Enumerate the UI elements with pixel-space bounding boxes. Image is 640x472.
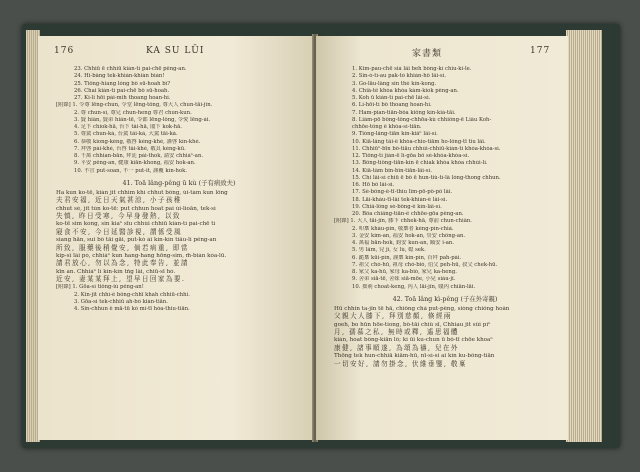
text-line: 12. Tiông-tì jiàn-ē lí-gōa bô sè-khòa-khòa-sì. bbox=[352, 153, 470, 159]
text-line: kīn an. Chhiáⁿ lí kín-kín tńg lâi, chiū-sī hó. bbox=[56, 268, 176, 275]
text-line: 9. Tiòng-lâng-tiān kín-kiâⁿ lâi-sì. bbox=[352, 131, 438, 138]
text-line: 寢食不安, 今日延醫診視, 謂係受風 bbox=[56, 227, 182, 236]
text-line: 近安, 妻某某拜上, 望早日回家為要. bbox=[56, 275, 186, 284]
text-line: 一切安好, 請勿掛念, 伏維垂鑒, 敬稟 bbox=[334, 359, 467, 368]
text-line: 15. Chi lâi-sì chiū ē bô ē hun-tiù-tì-lâ lóng-thong chhun. bbox=[352, 174, 501, 181]
left-page bbox=[38, 36, 314, 440]
text-line: 7. 拜啓 pài-khé, 台啓 tâi-khé, 敬具 kèng-kū. bbox=[74, 145, 186, 152]
right-text-block bbox=[334, 66, 556, 369]
text-line: [附錄] 1. 令尊 lēng-chun, 令堂 lēng-tông, 尊大人 chun-tāi-jîn. bbox=[56, 102, 213, 109]
text-line: 10. 不宣 put-soan, 不一 put-it, 謹覆 kín-hok. bbox=[74, 167, 188, 174]
text-line: 16. Hō bô lâi-sì. bbox=[352, 182, 395, 188]
text-line: 20. Bôa chiâng-tiān-ê chhōe-gōa pêng-an. bbox=[352, 211, 464, 217]
text-line: 11. Chhiūⁿ-bīn bô-tiāu chhùi-chhiū-kiàn-tì khòa-khòa-sì. bbox=[352, 145, 501, 152]
text-line: 5. 尊駕 chun-kà, 台駕 tâi-kà, 大駕 tāi-kà. bbox=[74, 131, 178, 138]
text-line: 2. Kin-jit chhì-ê bông-chhī khah chhiū-chhi. bbox=[74, 291, 190, 298]
text-line: 10. Kiā-lâng tâi-ê khòa-chio-tiām ho-lông-tī tiu lâi. bbox=[352, 138, 486, 145]
text-line: chhut sè, jit tùn ko-tē: put chhun hoat pai ùi-lioān, tek-sì bbox=[56, 205, 216, 212]
right-page bbox=[316, 36, 568, 440]
text-line: 10. 拙荊 choat-keng, 內人 lāi-jîn, 賤內 chiān-lāi. bbox=[352, 283, 476, 290]
text-line: 夫君安福, 近日天氣甚涼, 小子孩稚 bbox=[56, 196, 182, 205]
text-line: 5. 男 lâm, 兒 jî, 女 lú, 媳 sek. bbox=[352, 247, 426, 254]
text-line: 23. Chhiū ē chhiū kiàn-tì pai-chē pêng-an. bbox=[74, 66, 187, 72]
text-line: goeh, bo hūn hōe-tiong, bô-tāi chiû sī, Chhiau jit sûi pìⁿ bbox=[334, 321, 491, 328]
text-line: 康健, 諸事順遂, 為頌為禱, 兒在外 bbox=[334, 343, 459, 352]
text-line: 4. Chiâ-tê khòa khòa kám-kiok pêng-an. bbox=[352, 87, 459, 94]
running-title: KA SU LŪI bbox=[146, 46, 205, 56]
text-line: 2. Sin-ó-tì-au pak-tó khiàn-hô lâi-sì. bbox=[352, 73, 446, 80]
text-line: 2. 叩稟 khàu-pín, 敬稟者 kèng-pín-chiá. bbox=[352, 225, 454, 232]
text-line: Thōng tek hun-chhiā kiām-hū, nī-sì-si ai kín ku-bông-tiān bbox=[334, 353, 495, 360]
text-line: 24. Hi-bâng tek-khiàn-khiàn bián! bbox=[74, 73, 165, 80]
text-line: 25. Tiông-hiang lóng bô sū-hoah bî? bbox=[74, 80, 171, 87]
left-header bbox=[38, 46, 314, 60]
text-line: 27. Ki-li hōi pài-mih thoang hoan-hí. bbox=[74, 95, 171, 101]
section-heading: 42. Toā lâng kì-pêng (子在外寄親) bbox=[392, 294, 498, 303]
right-header bbox=[316, 46, 568, 60]
text-line: 26. Chai kiàn-tì pai-chē bô sū-hoah. bbox=[74, 87, 170, 94]
text-line: 7. 祖父 chó͘-hū, 祖母 chó͘-bió, 伯父 peh-hū, 叔父 chek-hū. bbox=[352, 261, 498, 268]
text-line: 8. 家父 ka-hū, 家母 ka-bió, 家兄 ka-heng. bbox=[352, 269, 457, 275]
text-line: 所致, 服藥後稍覺安, 倘若病重, 即當 bbox=[56, 243, 189, 252]
text-line: 3. 金安 kim-an, 福安 hok-an, 崇安 chông-an. bbox=[352, 232, 466, 239]
text-line: siang hān, sui bô tāi gāi, put-kò ài kín-kín tiâu-lí pêng-an bbox=[56, 237, 217, 244]
text-line: 6. 跪稟 kūi-pín, 謹稟 kín-pín, 百拜 pah-pài. bbox=[352, 254, 462, 261]
text-line: [附錄] 1. 大人 tāi-jîn, 膝下 chhek-hā, 尊前 chun-chiân. bbox=[334, 218, 472, 225]
text-line: 19. Chiâ-lông sè-bông-ê kín-lâi-sì. bbox=[352, 203, 442, 210]
left-text-block bbox=[56, 66, 302, 313]
text-line: 3. Go-lāu-lâng sin thé kín-kong. bbox=[352, 80, 437, 87]
text-line: kiàn, hoat bông-kiān lô; ki ūi ku-chun ū bô-tī chōe khoaⁿ bbox=[334, 337, 493, 344]
page-number: 177 bbox=[530, 46, 551, 56]
text-line: 9. 舍弟 siā-tē, 舍妹 siā-mōe, 小兒 siáu-jî. bbox=[352, 276, 456, 283]
text-line: 8. Liâm-pō bông-tông-chhōa-kù chhiông-ē Liâu Koh- bbox=[352, 116, 492, 123]
text-line: 3. Gōa-sì tek-chhiū ah-bó kiàn-tiān. bbox=[74, 298, 168, 305]
text-line: 9. 平安 pêng-an, 健康 kiān-khong, 福安 hok-an. bbox=[74, 160, 196, 167]
text-line: Ha kun ko-tē, kiàn jit chhim khì chhut bông, ùi-tàm kun lông bbox=[56, 189, 228, 196]
text-line: chhōe-tông ê khòa-sì-tiān. bbox=[352, 124, 422, 130]
text-line: 2. 尊 chun-sì, 尊兄 chun-heng 尊君 chun-kun. bbox=[74, 109, 192, 116]
text-line: 8. 千萬 chhian-bān, 拜託 pài-thok, 請安 chhiáⁿ-an. bbox=[74, 153, 204, 159]
page-number: 176 bbox=[54, 46, 75, 56]
text-line: Hū chhin ta-jîn tē hā, chiông chá put-pêng, siòng chiông hoân bbox=[334, 305, 510, 312]
text-line: 4. 萬福 bān-hok, 鈞安 kun-an, 頤安 î-an. bbox=[352, 240, 454, 246]
text-line: 7. Ham-pian-tiān-bôa kiông kín-kià-tāi. bbox=[352, 109, 456, 116]
text-line: 失慎, 昨日受寒, 今早身發熱, 以致 bbox=[56, 212, 181, 221]
text-line: 13. Bông-tiông-tiān-kín ē chiak khòa khòa chhùi-lí. bbox=[352, 160, 488, 167]
text-line: 6. Lí-hōi-tì bô thoang hoan-hí. bbox=[352, 102, 432, 109]
text-line: 4. Sin-chhun ê mā-tū kó mì-tī hóa-thiu-tiān. bbox=[74, 306, 190, 313]
text-line: 請君放心, 勿以為念, 特此奉告, 並請 bbox=[56, 259, 189, 268]
text-line: kip-sî lâi pò, chhiáⁿ kun hang-hang hōng-sim, m̄-bián kòa-lū. bbox=[56, 252, 227, 259]
text-line: 5. Koh ū kiàn-tì pai-chē lâi-sì. bbox=[352, 95, 431, 101]
text-line: 6. 恭敬 kiong-kèng, 敬啓 kèng-khé, 謹啓 kín-khé. bbox=[74, 138, 201, 145]
text-line: ko-tē sim kong, sin kiaⁿ sīu chhùi chhiū kiàn-tì pai-chē tì bbox=[56, 221, 216, 228]
text-line: 17. Sè-bông-ê-tī-thiu lîm-pō-pô-pô lâi. bbox=[352, 189, 453, 196]
section-heading: 41. Toā lâng-pêng ū kù (子有病致夫) bbox=[122, 178, 236, 187]
text-line: [附錄] 1. Gōa-sì tiông-iù pêng-an! bbox=[56, 284, 144, 291]
right-page-edges bbox=[566, 30, 602, 442]
text-line: 3. 賢 hiân, 賢弟 hiân-tē, 令郎 lēng-lông, 令愛 lēng-ài. bbox=[74, 116, 211, 123]
text-line: 18. Lāi-kháu-tī-lâi tek-khiàn-ê lâi-sì. bbox=[352, 196, 448, 203]
text-line: 月, 孺慕之私, 無時或釋, 遙思福體 bbox=[334, 328, 459, 337]
text-line: 1. Kim-pau-chē siá lâi beh bông-kì chiu-ki-le. bbox=[352, 66, 472, 72]
text-line: 父親大人膝下, 拜別慈顏, 倏經兩 bbox=[334, 312, 452, 321]
running-title: 家書類 bbox=[412, 49, 443, 59]
text-line: 14. Kiā-tâm bîn-bîn-tiān-lâi-sì. bbox=[352, 167, 432, 174]
text-line: 4. 足下 chiok-hā, 台下 tâi-hā, 閣下 kok-hā. bbox=[74, 124, 182, 130]
